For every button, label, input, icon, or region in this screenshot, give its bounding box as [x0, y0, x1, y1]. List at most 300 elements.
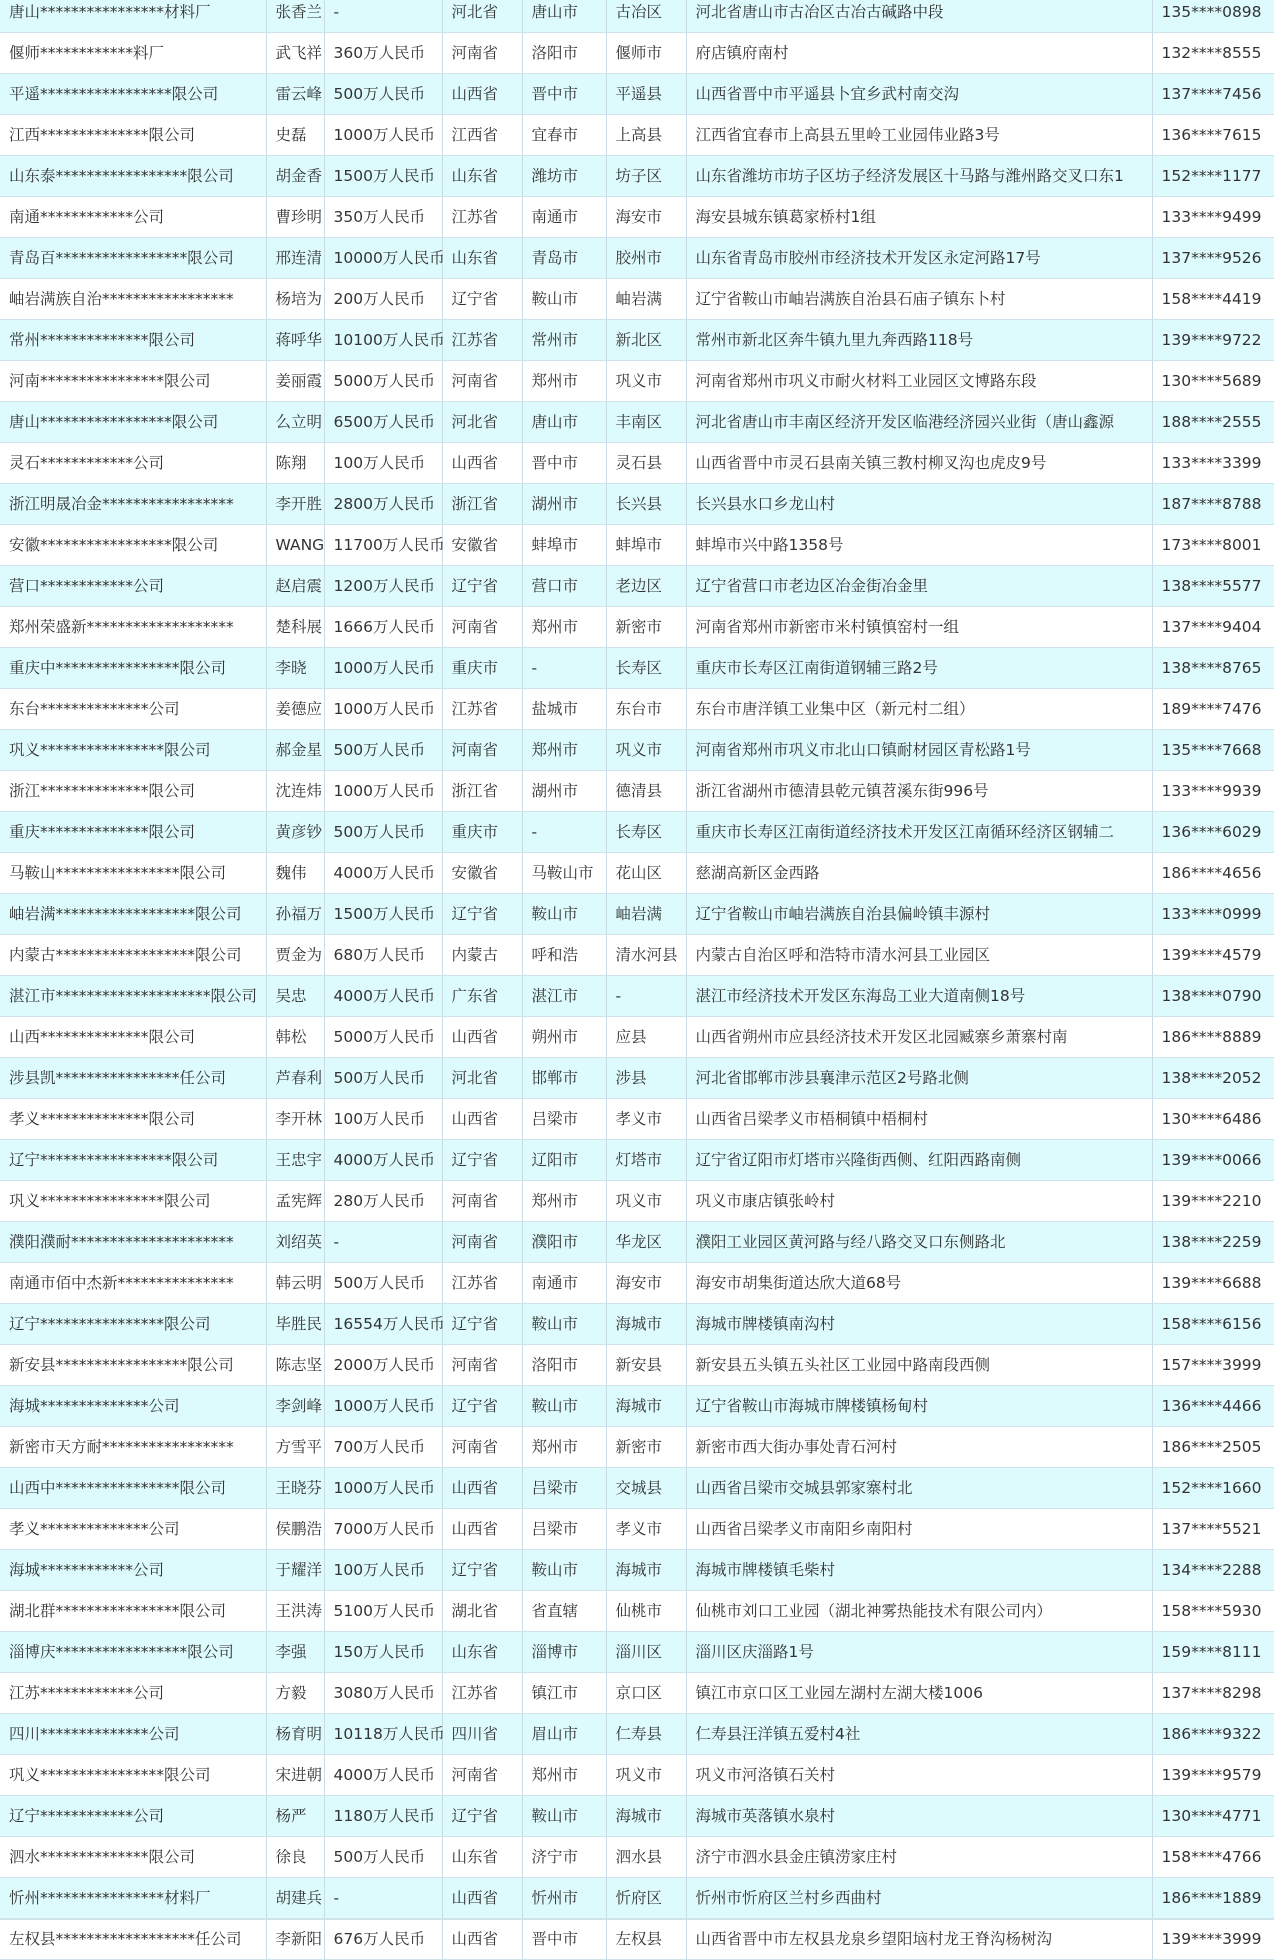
contact-person-cell: 李剑峰: [266, 1386, 324, 1427]
district-cell: 海安市: [606, 197, 686, 238]
phone-cell: 139****3999: [1152, 1919, 1274, 1960]
company-name-cell: 濮阳濮耐*********************: [0, 1222, 266, 1263]
contact-person-cell: 吴忠: [266, 976, 324, 1017]
address-cell: 河北省唐山市古冶区古冶古碱路中段: [686, 0, 1152, 33]
company-name-cell: 江西**************限公司: [0, 115, 266, 156]
contact-person-cell: 方毅: [266, 1673, 324, 1714]
company-name-cell: 唐山****************材料厂: [0, 0, 266, 33]
registered-capital-cell: 360万人民币: [324, 33, 442, 74]
province-cell: 河南省: [442, 1181, 522, 1222]
registered-capital-cell: 1000万人民币: [324, 689, 442, 730]
table-row: [0, 115, 1274, 156]
district-cell: 花山区: [606, 853, 686, 894]
district-cell: 海城市: [606, 1386, 686, 1427]
address-cell: 仙桃市刘口工业园（湖北神雾热能技术有限公司内）: [686, 1591, 1152, 1632]
phone-cell: 130****5689: [1152, 361, 1274, 402]
province-cell: 江苏省: [442, 320, 522, 361]
city-cell: 鞍山市: [522, 1386, 606, 1427]
contact-person-cell: 魏伟: [266, 853, 324, 894]
phone-cell: 158****4766: [1152, 1837, 1274, 1878]
table-row: [0, 74, 1274, 115]
contact-person-cell: 孟宪辉: [266, 1181, 324, 1222]
city-cell: 唐山市: [522, 0, 606, 33]
table-row: [0, 279, 1274, 320]
address-cell: 辽宁省营口市老边区冶金街冶金里: [686, 566, 1152, 607]
company-name-cell: 重庆中****************限公司: [0, 648, 266, 689]
city-cell: 镇江市: [522, 1673, 606, 1714]
district-cell: 华龙区: [606, 1222, 686, 1263]
registered-capital-cell: 500万人民币: [324, 1263, 442, 1304]
province-cell: 山西省: [442, 1509, 522, 1550]
phone-cell: 139****9579: [1152, 1755, 1274, 1796]
company-name-cell: 灵石************公司: [0, 443, 266, 484]
registered-capital-cell: 4000万人民币: [324, 976, 442, 1017]
phone-cell: 137****5521: [1152, 1509, 1274, 1550]
province-cell: 山西省: [442, 74, 522, 115]
district-cell: 巩义市: [606, 730, 686, 771]
contact-person-cell: 杨育明: [266, 1714, 324, 1755]
district-cell: 京口区: [606, 1673, 686, 1714]
table-row: [0, 1427, 1274, 1468]
company-name-cell: 重庆**************限公司: [0, 812, 266, 853]
company-name-cell: 海城************公司: [0, 1550, 266, 1591]
company-name-cell: 巩义****************限公司: [0, 1755, 266, 1796]
registered-capital-cell: 350万人民币: [324, 197, 442, 238]
table-row: [0, 197, 1274, 238]
district-cell: 孝义市: [606, 1099, 686, 1140]
registered-capital-cell: 200万人民币: [324, 279, 442, 320]
contact-person-cell: WANG: [266, 525, 324, 566]
phone-cell: 186****4656: [1152, 853, 1274, 894]
company-name-cell: 东台**************公司: [0, 689, 266, 730]
contact-person-cell: 刘绍英: [266, 1222, 324, 1263]
district-cell: 长兴县: [606, 484, 686, 525]
phone-cell: 158****6156: [1152, 1304, 1274, 1345]
registered-capital-cell: 4000万人民币: [324, 1140, 442, 1181]
table-row: [0, 238, 1274, 279]
city-cell: 蚌埠市: [522, 525, 606, 566]
company-name-cell: 淄博庆*****************限公司: [0, 1632, 266, 1673]
city-cell: 唐山市: [522, 402, 606, 443]
company-name-cell: 岫岩满族自治*****************: [0, 279, 266, 320]
phone-cell: 136****4466: [1152, 1386, 1274, 1427]
table-row: [0, 771, 1274, 812]
address-cell: 重庆市长寿区江南街道钢辅三路2号: [686, 648, 1152, 689]
city-cell: 潍坊市: [522, 156, 606, 197]
city-cell: 呼和浩: [522, 935, 606, 976]
company-name-cell: 营口************公司: [0, 566, 266, 607]
company-name-cell: 涉县凯****************任公司: [0, 1058, 266, 1099]
table-row: [0, 566, 1274, 607]
district-cell: 巩义市: [606, 1755, 686, 1796]
province-cell: 河南省: [442, 1755, 522, 1796]
phone-cell: 136****7615: [1152, 115, 1274, 156]
province-cell: 广东省: [442, 976, 522, 1017]
district-cell: 胶州市: [606, 238, 686, 279]
province-cell: 河北省: [442, 1058, 522, 1099]
table-row: [0, 1714, 1274, 1755]
phone-cell: 139****9722: [1152, 320, 1274, 361]
phone-cell: 138****2259: [1152, 1222, 1274, 1263]
province-cell: 山东省: [442, 1837, 522, 1878]
phone-cell: 137****9404: [1152, 607, 1274, 648]
table-row: [0, 1222, 1274, 1263]
registered-capital-cell: 10100万人民币: [324, 320, 442, 361]
table-row: [0, 33, 1274, 74]
address-cell: 河南省郑州市巩义市耐火材料工业园区文博路东段: [686, 361, 1152, 402]
address-cell: 重庆市长寿区江南街道经济技术开发区江南循环经济区钢辅二: [686, 812, 1152, 853]
registered-capital-cell: 1200万人民币: [324, 566, 442, 607]
contact-person-cell: 侯鹏浩: [266, 1509, 324, 1550]
table-row: [0, 1837, 1274, 1878]
company-name-cell: 唐山*****************限公司: [0, 402, 266, 443]
contact-person-cell: 曹珍明: [266, 197, 324, 238]
company-name-cell: 浙江**************限公司: [0, 771, 266, 812]
company-name-cell: 山东泰*****************限公司: [0, 156, 266, 197]
registered-capital-cell: 100万人民币: [324, 1099, 442, 1140]
table-row: [0, 1550, 1274, 1591]
registered-capital-cell: 1666万人民币: [324, 607, 442, 648]
city-cell: 郑州市: [522, 607, 606, 648]
phone-cell: 189****7476: [1152, 689, 1274, 730]
address-cell: 内蒙古自治区呼和浩特市清水河县工业园区: [686, 935, 1152, 976]
contact-person-cell: 王忠宇: [266, 1140, 324, 1181]
company-name-cell: 南通************公司: [0, 197, 266, 238]
contact-person-cell: 李新阳: [266, 1919, 324, 1960]
address-cell: 海城市牌楼镇南沟村: [686, 1304, 1152, 1345]
company-name-cell: 南通市佰中杰新***************: [0, 1263, 266, 1304]
phone-cell: 133****9499: [1152, 197, 1274, 238]
contact-person-cell: 王洪涛: [266, 1591, 324, 1632]
address-cell: 辽宁省鞍山市海城市牌楼镇杨甸村: [686, 1386, 1152, 1427]
registered-capital-cell: 5000万人民币: [324, 1017, 442, 1058]
city-cell: 马鞍山市: [522, 853, 606, 894]
address-cell: 忻州市忻府区兰村乡西曲村: [686, 1878, 1152, 1919]
province-cell: 山西省: [442, 1468, 522, 1509]
contact-person-cell: 李开胜: [266, 484, 324, 525]
district-cell: 东台市: [606, 689, 686, 730]
contact-person-cell: 姜德应: [266, 689, 324, 730]
district-cell: 古冶区: [606, 0, 686, 33]
city-cell: 濮阳市: [522, 1222, 606, 1263]
registered-capital-cell: 100万人民币: [324, 443, 442, 484]
city-cell: 鞍山市: [522, 279, 606, 320]
province-cell: 山西省: [442, 1099, 522, 1140]
province-cell: 山东省: [442, 156, 522, 197]
district-cell: 岫岩满: [606, 279, 686, 320]
province-cell: 河南省: [442, 730, 522, 771]
province-cell: 河南省: [442, 1222, 522, 1263]
district-cell: 偃师市: [606, 33, 686, 74]
table-row: [0, 812, 1274, 853]
company-name-cell: 河南****************限公司: [0, 361, 266, 402]
table-row: [0, 1796, 1274, 1837]
registered-capital-cell: 150万人民币: [324, 1632, 442, 1673]
province-cell: 辽宁省: [442, 1550, 522, 1591]
city-cell: 淄博市: [522, 1632, 606, 1673]
province-cell: 重庆市: [442, 648, 522, 689]
contact-person-cell: 史磊: [266, 115, 324, 156]
phone-cell: 139****0066: [1152, 1140, 1274, 1181]
city-cell: 湖州市: [522, 771, 606, 812]
province-cell: 江苏省: [442, 689, 522, 730]
phone-cell: 132****8555: [1152, 33, 1274, 74]
province-cell: 浙江省: [442, 484, 522, 525]
contact-person-cell: 陈翔: [266, 443, 324, 484]
city-cell: 郑州市: [522, 730, 606, 771]
company-name-cell: 忻州****************材料厂: [0, 1878, 266, 1919]
table-row: [0, 361, 1274, 402]
registered-capital-cell: 6500万人民币: [324, 402, 442, 443]
table-row: [0, 853, 1274, 894]
city-cell: 忻州市: [522, 1878, 606, 1919]
city-cell: 南通市: [522, 197, 606, 238]
phone-cell: 130****6486: [1152, 1099, 1274, 1140]
district-cell: 淄川区: [606, 1632, 686, 1673]
province-cell: 河南省: [442, 607, 522, 648]
address-cell: 淄川区庆淄路1号: [686, 1632, 1152, 1673]
address-cell: 山西省晋中市平遥县卜宜乡武村南交沟: [686, 74, 1152, 115]
registered-capital-cell: 100万人民币: [324, 1550, 442, 1591]
city-cell: 省直辖: [522, 1591, 606, 1632]
contact-person-cell: 胡建兵: [266, 1878, 324, 1919]
address-cell: 巩义市康店镇张岭村: [686, 1181, 1152, 1222]
registered-capital-cell: 4000万人民币: [324, 853, 442, 894]
address-cell: 山东省青岛市胶州市经济技术开发区永定河路17号: [686, 238, 1152, 279]
district-cell: 仁寿县: [606, 1714, 686, 1755]
table-row: [0, 935, 1274, 976]
city-cell: 南通市: [522, 1263, 606, 1304]
contact-person-cell: 贾金为: [266, 935, 324, 976]
company-name-cell: 左权县******************任公司: [0, 1919, 266, 1960]
address-cell: 巩义市河洛镇石关村: [686, 1755, 1152, 1796]
contact-person-cell: 宋进朝: [266, 1755, 324, 1796]
contact-person-cell: 李晓: [266, 648, 324, 689]
address-cell: 河北省唐山市丰南区经济开发区临港经济园兴业街（唐山鑫源: [686, 402, 1152, 443]
city-cell: 鞍山市: [522, 1550, 606, 1591]
contact-person-cell: 杨培为: [266, 279, 324, 320]
address-cell: 山西省晋中市左权县龙泉乡望阳垴村龙王脊沟杨树沟: [686, 1919, 1152, 1960]
district-cell: 上高县: [606, 115, 686, 156]
right-edge: [1274, 0, 1280, 1920]
phone-cell: 133****9939: [1152, 771, 1274, 812]
address-cell: 镇江市京口区工业园左湖村左湖大楼1006: [686, 1673, 1152, 1714]
province-cell: 辽宁省: [442, 566, 522, 607]
table-row: [0, 1386, 1274, 1427]
province-cell: 河南省: [442, 1427, 522, 1468]
phone-cell: 152****1660: [1152, 1468, 1274, 1509]
table-row: [0, 1755, 1274, 1796]
city-cell: 邯郸市: [522, 1058, 606, 1099]
contact-person-cell: 邢连清: [266, 238, 324, 279]
city-cell: 晋中市: [522, 1919, 606, 1960]
registered-capital-cell: 676万人民币: [324, 1919, 442, 1960]
address-cell: 海安市胡集街道达欣大道68号: [686, 1263, 1152, 1304]
registered-capital-cell: 16554万人民币: [324, 1304, 442, 1345]
table-row: [0, 976, 1274, 1017]
city-cell: 朔州市: [522, 1017, 606, 1058]
phone-cell: 137****8298: [1152, 1673, 1274, 1714]
address-cell: 濮阳工业园区黄河路与经八路交叉口东侧路北: [686, 1222, 1152, 1263]
company-name-cell: 辽宁*****************限公司: [0, 1140, 266, 1181]
address-cell: 海安县城东镇葛家桥村1组: [686, 197, 1152, 238]
province-cell: 辽宁省: [442, 894, 522, 935]
district-cell: 德清县: [606, 771, 686, 812]
contact-person-cell: 韩松: [266, 1017, 324, 1058]
contact-person-cell: 徐良: [266, 1837, 324, 1878]
city-cell: 济宁市: [522, 1837, 606, 1878]
city-cell: 鞍山市: [522, 894, 606, 935]
phone-cell: 188****2555: [1152, 402, 1274, 443]
province-cell: 河北省: [442, 402, 522, 443]
province-cell: 安徽省: [442, 525, 522, 566]
registered-capital-cell: 10118万人民币: [324, 1714, 442, 1755]
registered-capital-cell: 1500万人民币: [324, 894, 442, 935]
city-cell: 洛阳市: [522, 1345, 606, 1386]
table-row: [0, 402, 1274, 443]
address-cell: 山西省吕梁孝义市梧桐镇中梧桐村: [686, 1099, 1152, 1140]
contact-person-cell: 郝金星: [266, 730, 324, 771]
province-cell: 河北省: [442, 0, 522, 33]
company-name-cell: 偃师************料厂: [0, 33, 266, 74]
contact-person-cell: 雷云峰: [266, 74, 324, 115]
phone-cell: 138****8765: [1152, 648, 1274, 689]
registered-capital-cell: 500万人民币: [324, 812, 442, 853]
contact-person-cell: 沈连炜: [266, 771, 324, 812]
phone-cell: 138****0790: [1152, 976, 1274, 1017]
province-cell: 江苏省: [442, 197, 522, 238]
city-cell: 郑州市: [522, 1181, 606, 1222]
province-cell: 辽宁省: [442, 1386, 522, 1427]
address-cell: 慈湖高新区金西路: [686, 853, 1152, 894]
city-cell: 洛阳市: [522, 33, 606, 74]
province-cell: 山西省: [442, 1017, 522, 1058]
address-cell: 山西省朔州市应县经济技术开发区北园臧寨乡萧寨村南: [686, 1017, 1152, 1058]
company-name-cell: 岫岩满******************限公司: [0, 894, 266, 935]
address-cell: 辽宁省辽阳市灯塔市兴隆街西侧、红阳西路南侧: [686, 1140, 1152, 1181]
address-cell: 山西省晋中市灵石县南关镇三教村柳叉沟也虎皮9号: [686, 443, 1152, 484]
province-cell: 辽宁省: [442, 1140, 522, 1181]
table-row: [0, 689, 1274, 730]
table-row: [0, 1263, 1274, 1304]
company-name-cell: 辽宁************公司: [0, 1796, 266, 1837]
address-cell: 新安县五头镇五头社区工业园中路南段西侧: [686, 1345, 1152, 1386]
contact-person-cell: 芦春利: [266, 1058, 324, 1099]
city-cell: 吕梁市: [522, 1509, 606, 1550]
city-cell: 青岛市: [522, 238, 606, 279]
contact-person-cell: 胡金香: [266, 156, 324, 197]
district-cell: 海安市: [606, 1263, 686, 1304]
district-cell: 平遥县: [606, 74, 686, 115]
phone-cell: 139****6688: [1152, 1263, 1274, 1304]
company-name-cell: 孝义**************限公司: [0, 1099, 266, 1140]
address-cell: 山西省吕梁孝义市南阳乡南阳村: [686, 1509, 1152, 1550]
company-name-cell: 郑州荣盛新*******************: [0, 607, 266, 648]
city-cell: 晋中市: [522, 74, 606, 115]
contact-person-cell: 毕胜民: [266, 1304, 324, 1345]
table-row: [0, 443, 1274, 484]
contact-person-cell: 韩云明: [266, 1263, 324, 1304]
company-name-cell: 辽宁****************限公司: [0, 1304, 266, 1345]
table-row: [0, 894, 1274, 935]
province-cell: 辽宁省: [442, 1796, 522, 1837]
city-cell: 宜春市: [522, 115, 606, 156]
registered-capital-cell: -: [324, 0, 442, 33]
province-cell: 山东省: [442, 1632, 522, 1673]
contact-person-cell: 杨严: [266, 1796, 324, 1837]
company-name-cell: 泗水**************限公司: [0, 1837, 266, 1878]
district-cell: 巩义市: [606, 361, 686, 402]
phone-cell: 130****4771: [1152, 1796, 1274, 1837]
contact-person-cell: 李强: [266, 1632, 324, 1673]
company-name-cell: 湖北群****************限公司: [0, 1591, 266, 1632]
phone-cell: 137****9526: [1152, 238, 1274, 279]
registered-capital-cell: 500万人民币: [324, 1058, 442, 1099]
district-cell: 应县: [606, 1017, 686, 1058]
district-cell: 孝义市: [606, 1509, 686, 1550]
table-row: [0, 1140, 1274, 1181]
address-cell: 江西省宜春市上高县五里岭工业园伟业路3号: [686, 115, 1152, 156]
table-row: [0, 1304, 1274, 1345]
district-cell: 忻府区: [606, 1878, 686, 1919]
province-cell: 安徽省: [442, 853, 522, 894]
province-cell: 湖北省: [442, 1591, 522, 1632]
table-row: [0, 1017, 1274, 1058]
address-cell: 新密市西大街办事处青石河村: [686, 1427, 1152, 1468]
phone-cell: 186****2505: [1152, 1427, 1274, 1468]
registered-capital-cell: 2000万人民币: [324, 1345, 442, 1386]
city-cell: 郑州市: [522, 1755, 606, 1796]
company-name-cell: 四川**************公司: [0, 1714, 266, 1755]
table-row: [0, 1673, 1274, 1714]
phone-cell: 135****7668: [1152, 730, 1274, 771]
contact-person-cell: 蒋呼华: [266, 320, 324, 361]
city-cell: 营口市: [522, 566, 606, 607]
phone-cell: 186****9322: [1152, 1714, 1274, 1755]
phone-cell: 158****5930: [1152, 1591, 1274, 1632]
city-cell: 湖州市: [522, 484, 606, 525]
address-cell: 河北省邯郸市涉县襄津示范区2号路北侧: [686, 1058, 1152, 1099]
table-row: [0, 1058, 1274, 1099]
district-cell: 涉县: [606, 1058, 686, 1099]
address-cell: 山东省潍坊市坊子区坊子经济发展区十马路与潍州路交叉口东1: [686, 156, 1152, 197]
company-name-cell: 内蒙古******************限公司: [0, 935, 266, 976]
phone-cell: 136****6029: [1152, 812, 1274, 853]
registered-capital-cell: 700万人民币: [324, 1427, 442, 1468]
city-cell: 盐城市: [522, 689, 606, 730]
district-cell: 新密市: [606, 1427, 686, 1468]
registered-capital-cell: 500万人民币: [324, 1837, 442, 1878]
phone-cell: 137****7456: [1152, 74, 1274, 115]
contact-person-cell: 孙福万: [266, 894, 324, 935]
table-row: [0, 1632, 1274, 1673]
district-cell: -: [606, 976, 686, 1017]
district-cell: 新密市: [606, 607, 686, 648]
company-name-cell: 海城**************公司: [0, 1386, 266, 1427]
address-cell: 常州市新北区奔牛镇九里九奔西路118号: [686, 320, 1152, 361]
registered-capital-cell: 1000万人民币: [324, 1468, 442, 1509]
province-cell: 河南省: [442, 361, 522, 402]
address-cell: 府店镇府南村: [686, 33, 1152, 74]
registered-capital-cell: 1180万人民币: [324, 1796, 442, 1837]
district-cell: 灵石县: [606, 443, 686, 484]
city-cell: 鞍山市: [522, 1304, 606, 1345]
table-row: [0, 648, 1274, 689]
company-name-cell: 安徽*****************限公司: [0, 525, 266, 566]
address-cell: 河南省郑州市巩义市北山口镇耐材园区青松路1号: [686, 730, 1152, 771]
address-cell: 河南省郑州市新密市米村镇慎窑村一组: [686, 607, 1152, 648]
company-name-cell: 常州**************限公司: [0, 320, 266, 361]
